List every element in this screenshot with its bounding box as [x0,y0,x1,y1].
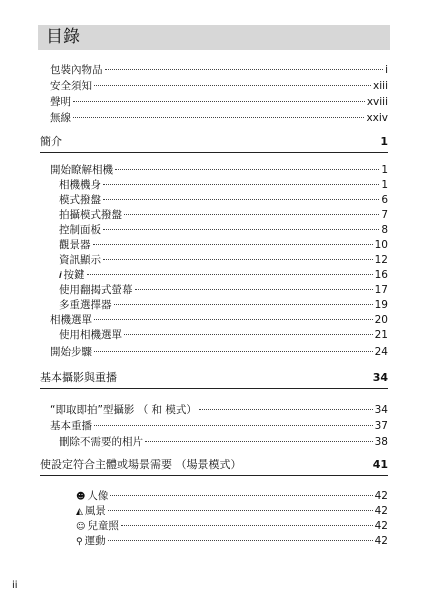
toc-entry-label: “即取即拍”型攝影 （ 和 模式） [50,404,197,416]
toc-entry-page: 1 [381,164,388,176]
toc-entry[interactable] [59,328,388,342]
leader-dots [94,350,373,352]
toc-entry-page: xxiv [366,112,388,124]
toc-entry-label: 無線 [50,112,71,124]
toc-entry[interactable] [50,345,388,359]
toc-entry[interactable] [50,403,388,417]
toc-entry-page: xviii [366,96,388,108]
chapter-heading-introduction[interactable] [40,135,388,153]
leader-dots [94,424,373,426]
toc-entry-label: 人像 [87,490,109,502]
sports-icon: ⚲ [76,537,83,547]
toc-entry-wireless[interactable] [50,111,388,125]
toc-entry-label: 相機機身 [59,179,101,191]
leader-dots [121,524,373,526]
toc-entry-notices[interactable] [50,95,388,109]
leader-dots [103,198,379,200]
toc-entry-page: 24 [374,346,388,358]
toc-entry-label: 模式撥盤 [59,194,101,206]
toc-entry-contents[interactable] [50,63,388,77]
leader-dots [115,168,379,170]
toc-entry[interactable] [50,163,388,177]
leader-dots [124,333,373,335]
leader-dots [94,318,373,320]
toc-entry[interactable] [59,268,388,282]
toc-entry-label: 多重選擇器 [59,299,112,311]
chapter-page: 34 [372,371,388,384]
toc-entry-label: 運動 [84,535,106,547]
toc-entry-safety[interactable] [50,79,388,93]
toc-entry-label: 聲明 [50,96,71,108]
toc-entry-label: 開始步驟 [50,346,92,358]
toc-entry-page: 21 [374,329,388,341]
toc-entry[interactable] [59,193,388,207]
toc-entry-page: 37 [374,420,388,432]
toc-entry-page: 42 [374,490,388,502]
toc-entry[interactable] [59,208,388,222]
leader-dots [199,408,373,410]
toc-entry[interactable] [76,519,388,533]
toc-entry[interactable] [76,489,388,503]
toc-entry-page: 19 [374,299,388,311]
toc-entry-label: 風景 [84,505,106,517]
toc-entry[interactable] [59,298,388,312]
child-icon: ☺ [76,522,86,532]
leader-dots [87,273,373,275]
toc-entry[interactable] [59,283,388,297]
toc-entry-page: 10 [374,239,388,251]
toc-entry-label: 資訊顯示 [59,254,101,266]
toc-entry-label: 控制面板 [59,224,101,236]
toc-entry-page: 34 [374,404,388,416]
toc-entry-label: 使用相機選單 [59,329,122,341]
leader-dots [110,494,372,496]
leader-dots [135,288,373,290]
toc-entry-label: 相機選單 [50,314,92,326]
toc-entry-page: 42 [374,505,388,517]
i-button-icon: 𝒊 [59,271,62,281]
chapter-heading-basic-photography[interactable] [40,371,388,389]
toc-entry[interactable] [59,178,388,192]
chapter-title: 基本攝影與重播 [40,371,117,384]
toc-entry-page: 38 [374,436,388,448]
portrait-icon: ☻ [76,492,86,502]
chapter-page: 41 [372,458,388,471]
toc-entry-label: 按鍵 [63,269,85,281]
toc-entry-page: xiii [373,80,388,92]
leader-dots [114,303,373,305]
toc-entry-page: 42 [374,535,388,547]
leader-dots [103,228,379,230]
toc-entry-label: 安全須知 [50,80,92,92]
toc-entry-label: 開始瞭解相機 [50,164,113,176]
toc-entry[interactable] [50,419,388,433]
toc-entry-page: i [385,64,388,76]
leader-dots [145,440,373,442]
page-title: 目錄 [46,27,80,47]
toc-entry-page: 8 [381,224,388,236]
toc-entry-page: 20 [374,314,388,326]
chapter-title: 簡介 [40,135,62,148]
toc-entry[interactable] [50,313,388,327]
toc-entry-label: 包裝內物品 [50,64,103,76]
leader-dots [105,68,384,70]
toc-entry[interactable] [59,253,388,267]
leader-dots [93,243,373,245]
leader-dots [103,183,379,185]
toc-entry-label: 兒童照 [87,520,119,532]
chapter-heading-scene-modes[interactable] [40,458,388,476]
toc-entry-page: 7 [381,209,388,221]
toc-entry-page: 12 [374,254,388,266]
leader-dots [73,116,364,118]
toc-entry-page: 1 [381,179,388,191]
toc-entry-page: 17 [374,284,388,296]
toc-entry-page: 42 [374,520,388,532]
toc-entry-label: 拍攝模式撥盤 [59,209,122,221]
leader-dots [108,539,373,541]
leader-dots [94,84,371,86]
page-number: ii [12,580,18,591]
landscape-icon: ◭ [76,507,83,517]
toc-entry[interactable] [59,223,388,237]
leader-dots [108,509,373,511]
toc-entry[interactable] [59,435,388,449]
toc-entry-label: 觀景器 [59,239,91,251]
leader-dots [124,213,379,215]
toc-entry[interactable] [76,534,388,548]
toc-entry-label: 刪除不需要的相片 [59,436,143,448]
leader-dots [103,258,373,260]
chapter-page: 1 [380,135,388,148]
toc-entry[interactable] [76,504,388,518]
chapter-title: 使設定符合主體或場景需要 （場景模式） [40,458,242,471]
toc-entry-page: 6 [381,194,388,206]
leader-dots [73,100,365,102]
toc-entry[interactable] [59,238,388,252]
toc-entry-label: 基本重播 [50,420,92,432]
toc-entry-label: 使用翻揭式螢幕 [59,284,133,296]
toc-entry-page: 16 [374,269,388,281]
